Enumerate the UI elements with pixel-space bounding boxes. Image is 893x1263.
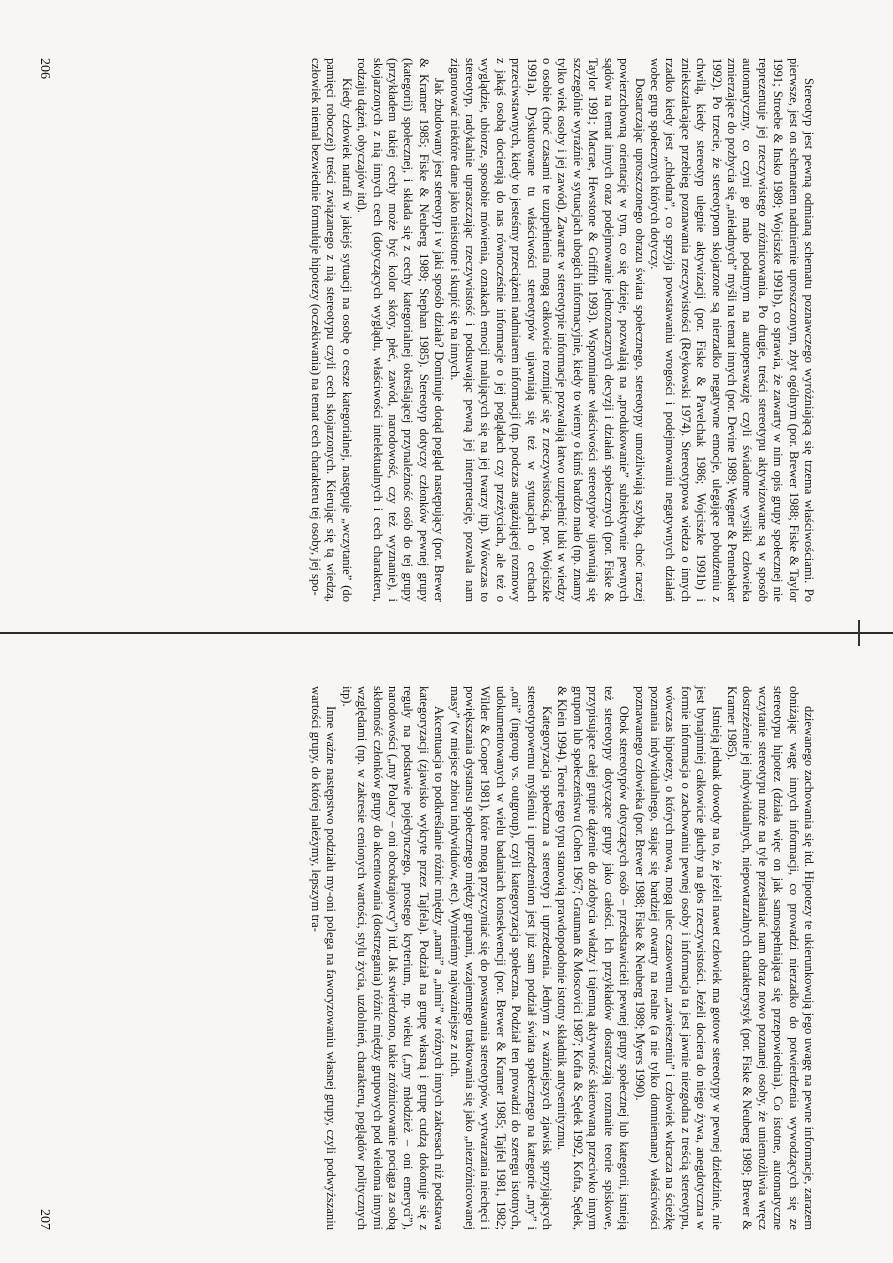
page-number: 206 [37, 58, 52, 79]
paragraph: Jak zbudowany jest stereotyp i w jaki sposób działa? Dominuje dotąd pogląd następujący (por. Brewer & Kramer 1985; Fiske & Neuberg 1989; Stephan 1985). Stereotyp dotyczy członków pewnej grupy (kategorii) społecznej, i składa się z cechy kategorialnej określającej przynależność osób do tej grupy (przykładem takiej cechy może być kolor skóry, płeć, zawód, narodowość, czy też wyznanie), i skojarzonych z nią innych cech (dotyczących wyglądu, właściwości intelektualnych i cech charakteru, rodzaju dążeń, obyczajów itd). [355, 58, 447, 602]
paragraph: Stereotyp jest pewną odmianą schematu poznawczego wyróżniającą się trzema właściwościami. Po pierwsze, jest on schematem nadmiernie uproszczonym, zbyt ogólnym (por. Brewer 1988; Fiske & Taylor 1991; Stroebe & Insko 1989; Wojciszke 1991b), co sprawia, że zawarty w nim opis grupy społecznej nie reprezentuje jej rzeczywistego zróżnicowania. Po drugie, treści stereotypu aktywizowane są w sposób automatyczny, co czyni go mało podatnym na autoperswazję czyli świadome wysiłki człowieka zmierzające do pozbycia się „nieładnych” myśli na temat innych (por. Devine 1989; Wegner & Pennebaker 1992). Po trzecie, że stereotypom skojarzone są nierzadko negatywne emocje, ulegające pobudzeniu z chwilą, kiedy stereotyp ulegnie aktywizacji (por. Fiske & Pavelchak 1986; Wojciszke 1991b) i zniekształcające przebieg poznawania rzeczywistości (Reykowski 1974). Stereotypowa wiedza o innych rzadko kiedy jest „chłodna”, co sprzyja powstawaniu wrogości i podejmowaniu negatywnych działań wobec grup społecznych których dotyczy. [647, 58, 816, 602]
page-number: 207 [37, 1209, 52, 1230]
gutter-divider [0, 632, 893, 634]
paragraph: Obok stereotypów dotyczących osób – przedstawicieli pewnej grupy społecznej lub kategorii, istnieją też stereotypy dotyczące grupy jako całości. Ich przykładów dostarczają rozmaite teorie spiskowe, przypisujące całej grupie dążenie do zdobycia władzy i tajemną aktywność skierowaną przeciwko innym grupom lub społeczeństwu (Cohen 1967; Grauman & Moscovici 1987; Kofta & Sędek 1992, Kofta, Sędek, & Klein 1994). Teorie tego typu stanowią prawdopodobnie istotny składnik antysemityzmu. [555, 686, 632, 1230]
paragraph: Akcentuacja to podkreślanie różnic między „nami” a „nimi” w różnych innych zakresach niż podstawa kategoryzacji (zjawisko wykryte przez Tajfela). Podział na grupę własną i grupę cudzą dokonuje się z reguły na podstawie pojedynczego, prostego kryterium, np. wieku („my młodzież – oni emeryci”), narodowości („my Polacy – oni obcokrajowcy”) itd. Jak stwierdzono, takie zróżnicowanie pociąga za sobą skłonność członków grupy do akcentowania (dostrzegania) różnic między grupowych pod wieloma innymi względami (np. w zakresie cenionych wartości, stylu życia, uzdolnień, charakteru, poglądów politycznych itp). [339, 686, 447, 1230]
page-207 [32, 668, 822, 1248]
page-207-text [32, 668, 822, 1248]
page-206-text [32, 40, 822, 620]
paragraph: Inne ważne następstwo podziału my-oni polega na faworyzowaniu własnej grupy, czyli podwyższaniu wartości grupy, do której należymy, lepszym tra- [309, 686, 339, 1230]
paragraph: Dostarczając uproszczonego obrazu świata społecznego, stereotypy umożliwiają szybką, choć raczej powierzchowną orientację w tym, co się dzieje, pozwalają na „produkowanie” subiektywnie pewnych sądów na temat innych oraz podejmowanie jednoznacznych decyzji i działań społecznych (por. Fiske & Taylor 1991; Macrae, Hewstone & Griffith 1993). Wspomniane właściwości stereotypów ujawniają się szczególnie wyraźnie w sytuacjach ubogich informacyjnie, kiedy to wiemy o kimś bardzo mało (np. znamy tylko wiek osoby i jej zawód). Zawarte w stereotypie informacje pozwalają łatwo uzupełnić luki w wiedzy o osobie (choć czasami te uzupełnienia mogą całkowicie rozmijać się z rzeczywistością, por. Wojciszke 1991a). Dyskutowane tu właściwości stereotypów ujawniają się też w sytuacjach o cechach przeciwstawnych, kiedy to jesteśmy przeciążeni nadmiarem informacji (np. podczas angażującej rozmowy z jakąś osobą docierają do nas równocześnie informacje o jej poglądach czy przeżyciach, ale też o wyglądzie, ubiorze, sposobie mówienia, oznakach emocji malujących się na jej twarzy itp). Wówczas to stereotyp, radykalnie upraszczając rzeczywistość i podsuwając pewną jej interpretację, pozwala nam zignorować niektóre dane jako nieistotne i skupić się na innych. [447, 58, 647, 602]
paragraph: Istnieją jednak dowody na to, że jeżeli nawet człowiek ma gotowe stereotypy w pewnej dziedzinie, nie jest bynajmniej całkowicie głuchy na głos rzeczywistości. Jeżeli dociera do niego żywa, anegdotyczna w formie informacja o zachowaniu pewnej osoby i informacja ta jest jawnie niezgodna z treścią stereotypu, wówczas hipotezy, o których mowa, mogą ulec czasowemu „zawieszeniu” i człowiek wkracza na ścieżkę poznania indywidualnego, stając się bardziej otwarty na realne (a nie tylko domniemane) właściwości poznawanego człowieka (por. Brewer 1988; Fiske & Neuberg 1989; Myers 1990). [632, 686, 724, 1230]
page-206 [32, 40, 822, 620]
paragraph: dziewanego zachowania się itd. Hipotezy te ukierunkowują jego uwagę na pewne informacje, zarazem obniżając wagę innych informacji, co prowadzi nierzadko do potwierdzenia wywodzących się ze stereotypu hipotez (działa więc on jak samospełniająca się przepowiednia). Co istotne, automatyczne wczytanie stereotypu może na tyle przesłaniać nam obraz nowo poznanej osoby, że uniemożliwia wręcz dostrzeżenie jej indywidualnych, niepowtarzalnych charakterystyk (por. Fiske & Neuberg 1989; Brewer & Kramer 1985). [724, 686, 816, 1230]
paragraph: Kategoryzacja społeczna a stereotyp i uprzedzenia. Jednym z ważniejszych zjawisk sprzyjających stereotypowemu myśleniu i uprzedzeniom jest już sam podział świata społecznego na kategorie „my” i „oni” (ingroup vs. outgroup), czyli kategoryzacja społeczna. Podział ten prowadzi do szeregu istotnych, udokumentowanych w wielu badaniach konsekwencji (por. Brewer & Kramer 1985; Tajfel 1981, 1982; Wilder & Cooper 1981), które mogą przyczyniać się do powstawania stereotypów, wytwarzania niechęci i powiększania dystansu społecznego między grupami, wzajemnego traktowania się jako „niezróżnicowanej masy” (w miejsce zbioru indywiduów, etc). Wymieńmy najważniejsze z nich. [447, 686, 555, 1230]
paragraph: Kiedy człowiek natrafi w jakiejś sytuacji na osobę o cesze kategorialnej, następuje „wczytanie” (do pamięci roboczej) treści związanego z nią stereotypu czyli cech skojarzonych. Kierując się tą wiedzą, człowiek niemal bezwiednie formułuje hipotezy (oczekiwania) na temat cech charakteru tej osoby, jej spo- [309, 58, 354, 602]
gutter-tick [858, 620, 878, 646]
